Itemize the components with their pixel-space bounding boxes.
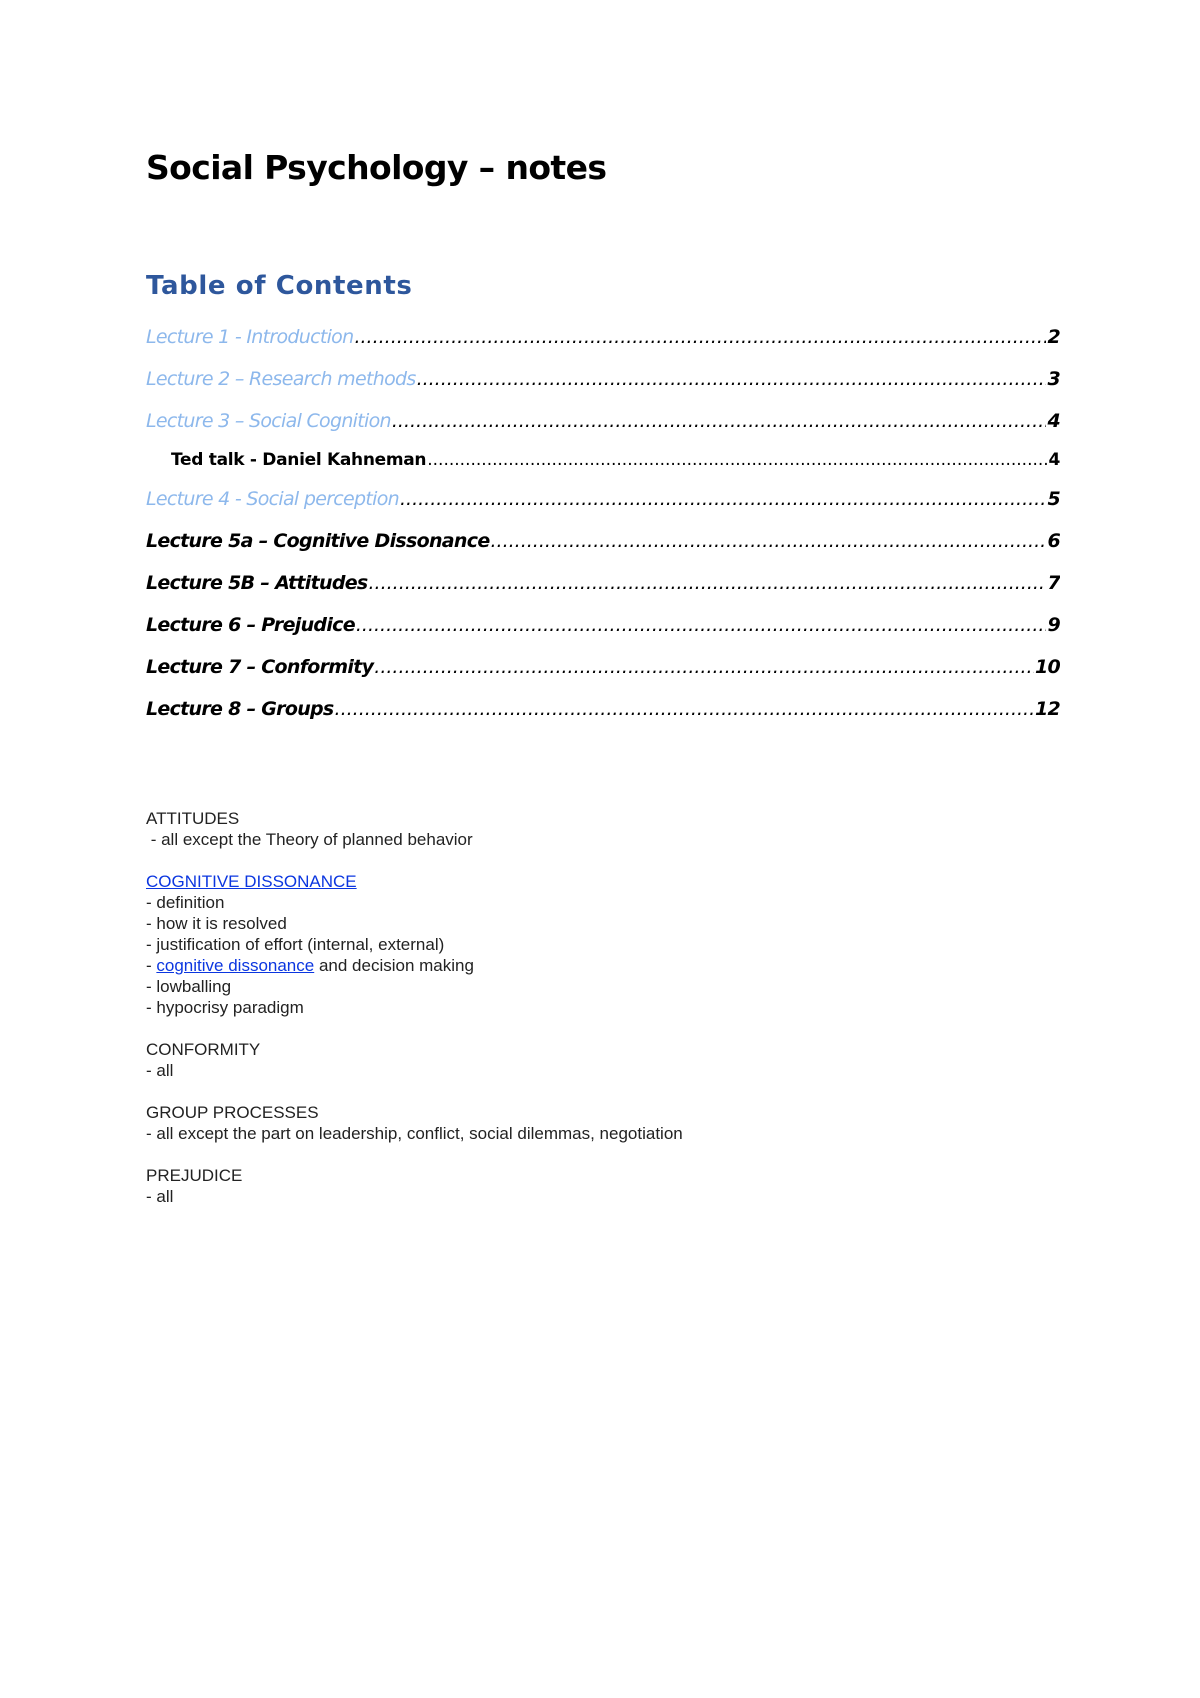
toc-dot-leader [417,366,1047,392]
list-item: - justification of effort (internal, external) [146,935,445,954]
toc-entry-label: Lecture 1 - Introduction [146,326,354,348]
document-title: Social Psychology – notes [146,148,607,187]
cognitive-dissonance-link[interactable]: cognitive dissonance [156,956,315,975]
toc-dot-leader [427,447,1047,473]
cognitive-dissonance-section [146,871,946,1018]
attitudes-heading: ATTITUDES [146,809,240,828]
group-processes-heading: GROUP PROCESSES [146,1103,319,1122]
group-processes-section [146,1102,946,1144]
toc-dot-leader [369,570,1047,596]
toc-page-number: 10 [1034,656,1060,678]
list-item-prefix: - [146,956,157,975]
toc-page-number: 12 [1034,698,1060,720]
toc-entry-label: Ted talk - Daniel Kahneman [171,450,427,470]
conformity-heading: CONFORMITY [146,1040,261,1059]
toc-entry-label: Lecture 6 – Prejudice [146,614,355,636]
toc-dot-leader [354,324,1046,350]
conformity-section [146,1039,946,1081]
table-of-contents [146,324,1060,722]
list-item: - lowballing [146,977,232,996]
list-item: - hypocrisy paradigm [146,998,304,1017]
toc-dot-leader [374,654,1034,680]
cognitive-dissonance-heading-link[interactable]: COGNITIVE DISSONANCE [146,872,357,891]
list-item: - all except the part on leadership, conflict, social dilemmas, negotiation [146,1124,683,1143]
list-item: - all except the Theory of planned behavior [146,830,473,849]
toc-dot-leader [400,486,1046,512]
toc-entry-label: Lecture 5a – Cognitive Dissonance [146,530,490,552]
toc-dot-leader [491,528,1047,554]
list-item: - all [146,1061,174,1080]
toc-entry-lecture-6[interactable] [146,612,1060,638]
toc-entry-label: Lecture 7 – Conformity [146,656,374,678]
list-item: - all [146,1187,174,1206]
toc-entry-label: Lecture 2 – Research methods [146,368,416,390]
toc-entry-lecture-4[interactable] [146,486,1060,512]
toc-page-number: 7 [1047,572,1060,594]
toc-page-number: 9 [1047,614,1060,636]
toc-entry-label: Lecture 5B – Attitudes [146,572,368,594]
toc-page-number: 4 [1047,410,1060,432]
prejudice-section [146,1165,946,1207]
cognitive-dissonance-heading [146,871,946,892]
toc-heading: Table of Contents [146,271,413,301]
exam-topics-notes [146,808,946,1207]
toc-page-number: 4 [1048,450,1060,470]
list-item: - definition [146,893,225,912]
toc-page-number: 6 [1047,530,1060,552]
toc-entry-label: Lecture 3 – Social Cognition [146,410,391,432]
toc-entry-lecture-3[interactable] [146,408,1060,434]
toc-entry-lecture-2[interactable] [146,366,1060,392]
toc-entry-ted-talk[interactable] [146,447,1060,473]
toc-entry-lecture-7[interactable] [146,654,1060,680]
toc-dot-leader [392,408,1047,434]
toc-entry-lecture-5a[interactable] [146,528,1060,554]
toc-entry-label: Lecture 8 – Groups [146,698,334,720]
toc-dot-leader [335,696,1034,722]
list-item-suffix: and decision making [314,956,474,975]
list-item: - how it is resolved [146,914,287,933]
toc-entry-lecture-1[interactable] [146,324,1060,350]
toc-entry-lecture-8[interactable] [146,696,1060,722]
toc-entry-label: Lecture 4 - Social perception [146,488,400,510]
toc-page-number: 3 [1047,368,1060,390]
toc-dot-leader [356,612,1047,638]
toc-entry-lecture-5b[interactable] [146,570,1060,596]
prejudice-heading: PREJUDICE [146,1166,243,1185]
toc-page-number: 2 [1047,326,1060,348]
attitudes-section [146,808,946,850]
toc-page-number: 5 [1047,488,1060,510]
list-item [146,955,946,976]
